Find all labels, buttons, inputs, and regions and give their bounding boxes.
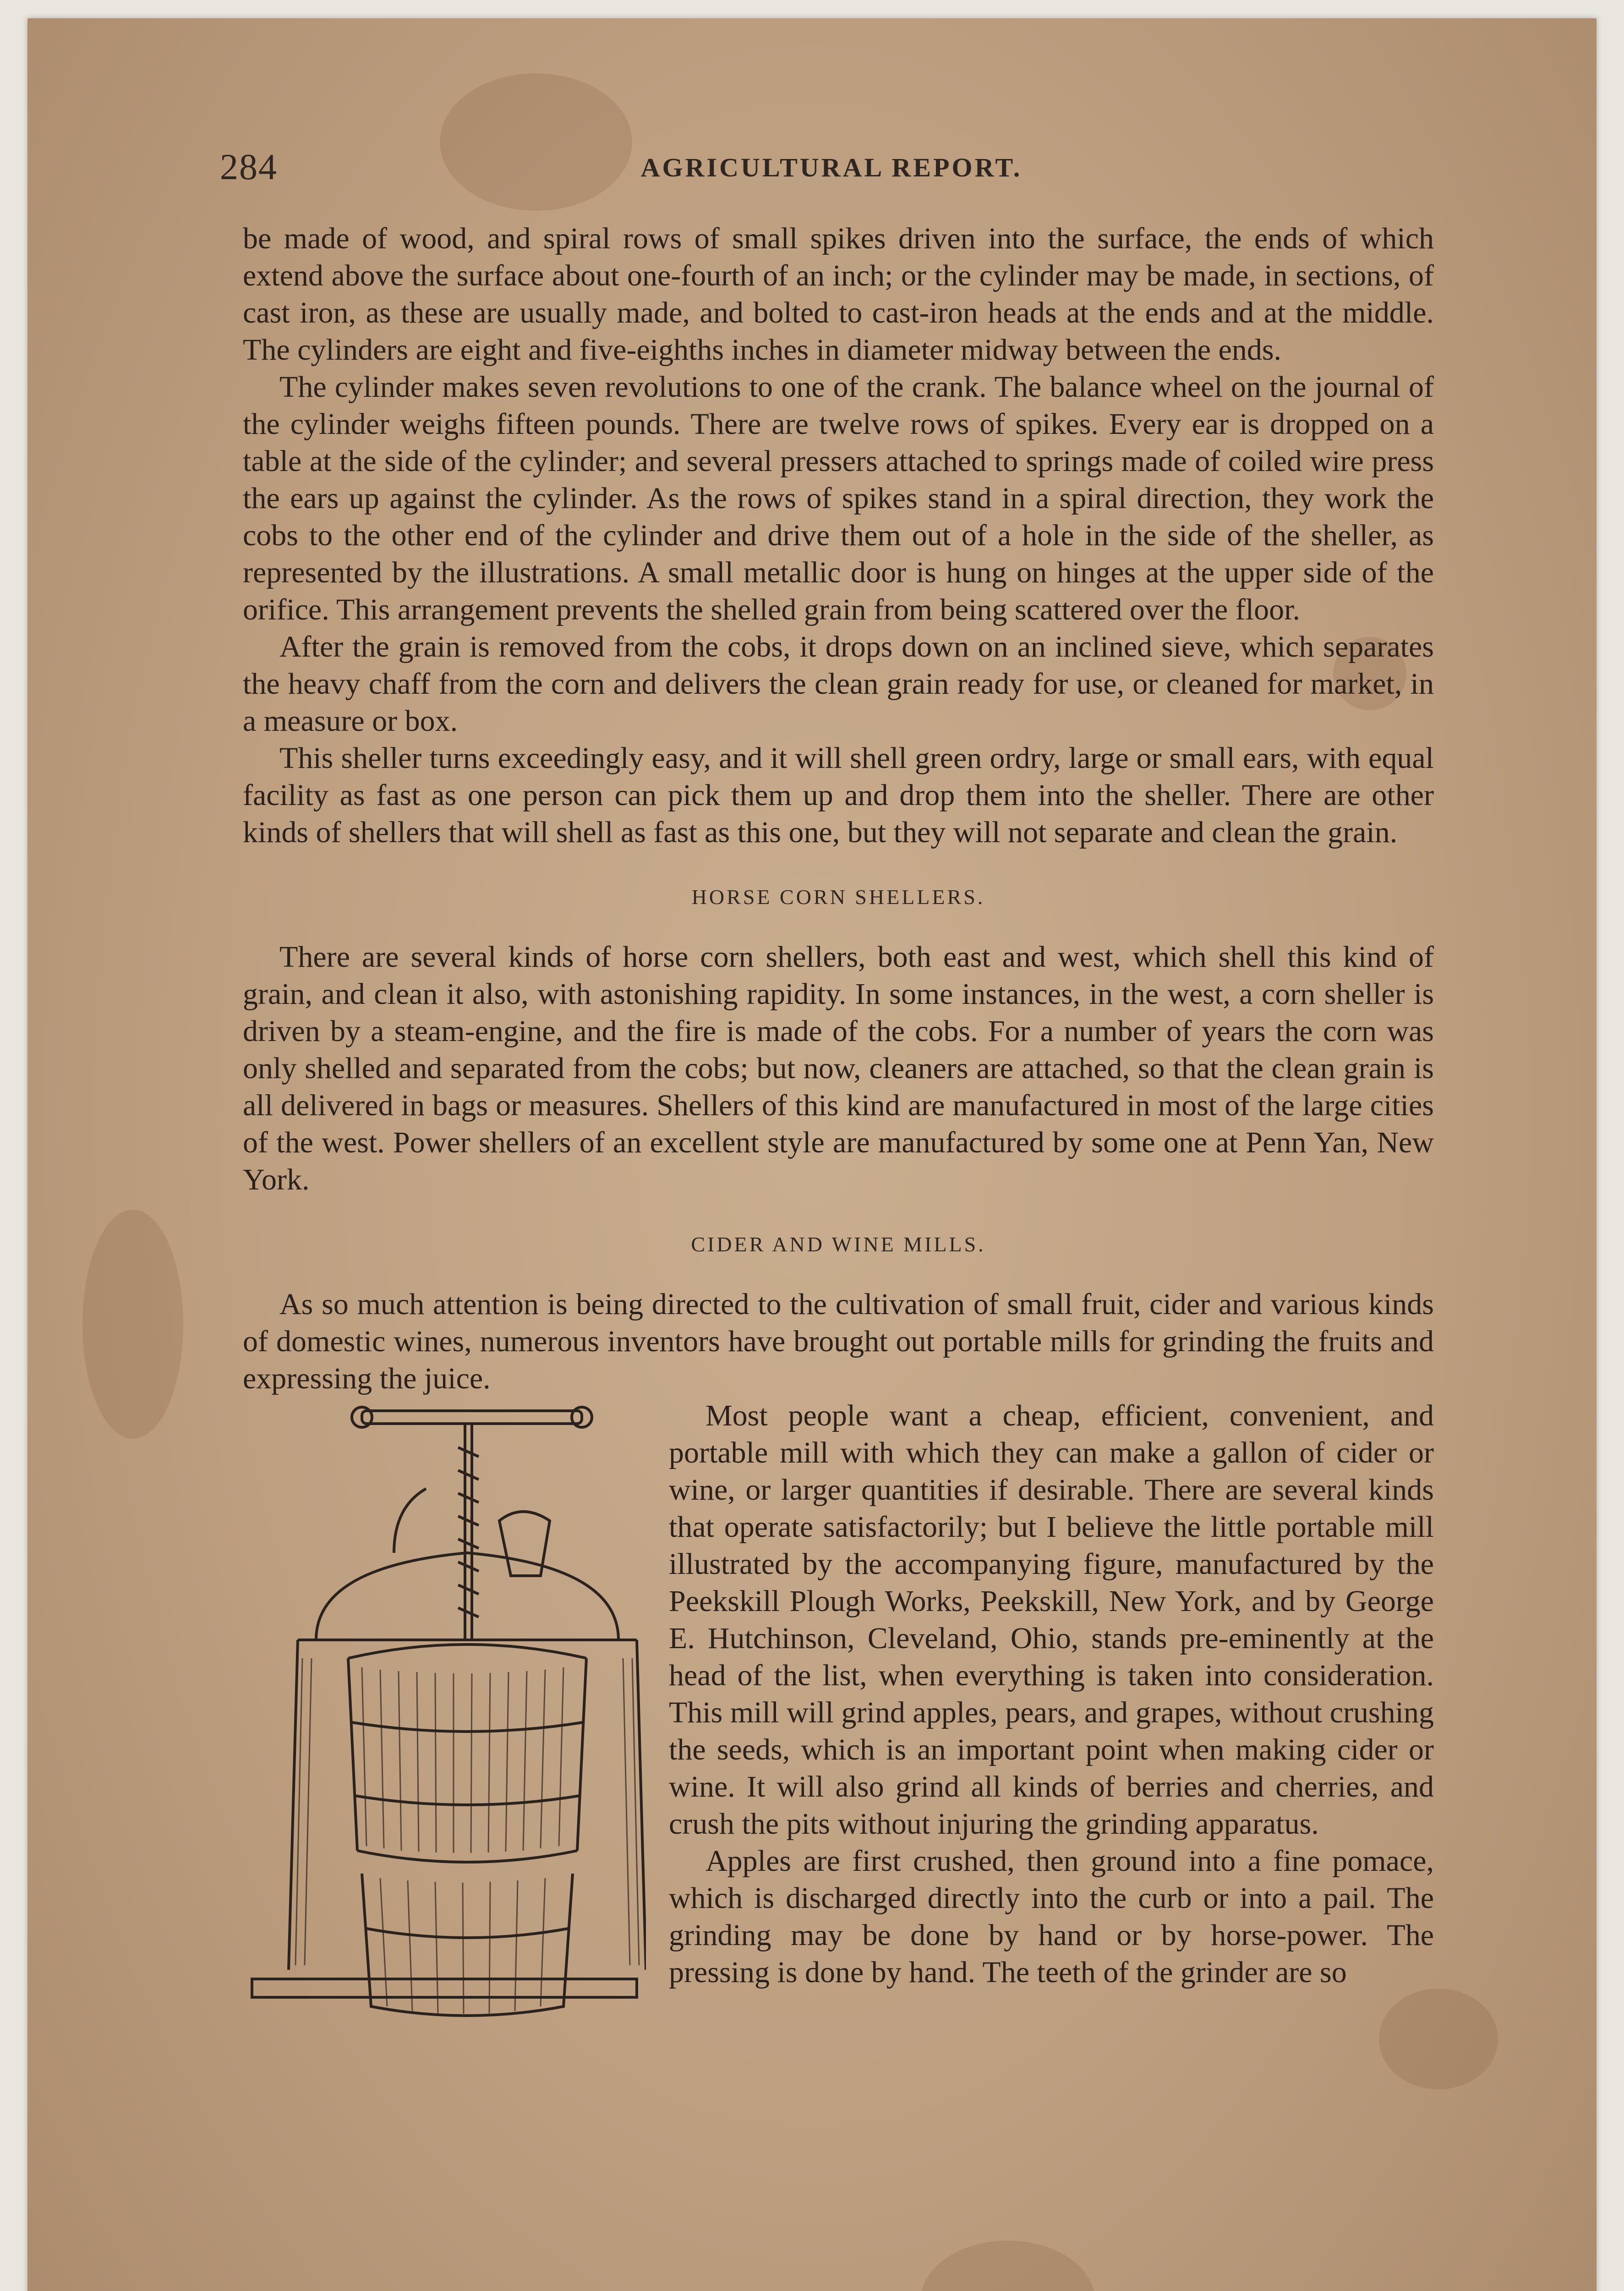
running-title: AGRICULTURAL REPORT. bbox=[640, 153, 1023, 182]
page-header bbox=[220, 147, 1443, 202]
paragraph: Most people want a cheap, efficient, convenient, and portable mill with which they can make a gallon of cider or wine, or larger quantities if desirable. There are several kinds that operate satisfactorily; but I believe the little portable mill illustrated by the accompanying figure, manufactured by the Peekskill Plough Works, Peekskill, New York, and by George E. Hutchinson, Cleveland, Ohio, stands pre-eminently at the head of the list, when everything is taken into consideration. This mill will grind apples, pears, and grapes, without crushing the seeds, which is an important point when making cider or wine. It will also grind all kinds of berries and cherries, and crush the pits without injuring the grinding apparatus. bbox=[669, 1399, 1434, 1841]
paragraph: There are several kinds of horse corn shellers, both east and west, which shell this kind of grain, and clean it also, with astonishing rapidity. In some instances, in the west, a corn sheller is driven by a steam-engine, and the fire is made of the cobs. For a number of years the corn was only shelled and separated from the cobs; but now, cleaners are attached, so that the clean grain is all delivered in bags or measures. Shellers of this kind are manufactured in most of the large cities of the west. Power shellers of an excellent style are manufactured by some one at Penn Yan, New York. bbox=[243, 940, 1434, 1196]
paragraph: As so much attention is being directed to the cultivation of small fruit, cider and various kinds of domestic wines, numerous inventors have brought out portable mills for grinding the fruits and expressing the juice. bbox=[243, 1288, 1434, 1395]
paragraph: Apples are first crushed, then ground into a fine pomace, which is discharged directly into the curb or into a pail. The grinding may be done by hand or by horse-power. The pressing is done by hand. The teeth of the grinder are so bbox=[669, 1844, 1434, 1989]
paragraph: be made of wood, and spiral rows of small spikes driven into the surface, the ends of which extend above the surface about one-fourth of an inch; or the cylinder may be made, in sections, of cast iron, as these are usually made, and bolted to cast-iron heads at the ends and at the middle. The cylinders are eight and five-eighths inches in diameter midway between the ends. bbox=[243, 222, 1434, 367]
page-sheet bbox=[27, 18, 1597, 2291]
section-heading: CIDER AND WINE MILLS. bbox=[691, 1233, 986, 1256]
paragraph: This sheller turns exceedingly easy, and it will shell green ordry, large or small ears, with equal facility as fast as one person can pick them up and drop them into the sheller. There are other kinds of shellers that will shell as fast as this one, but they will not separate and clean the grain. bbox=[243, 741, 1434, 849]
section-heading: HORSE CORN SHELLERS. bbox=[691, 885, 985, 909]
paper-stain bbox=[82, 1210, 183, 1439]
paper-stain bbox=[921, 2241, 1095, 2291]
paragraph: After the grain is removed from the cobs, it drops down on an inclined sieve, which separates the heavy chaff from the corn and delivers the clean grain ready for use, or cleaned for market, in a measure or box. bbox=[243, 630, 1434, 738]
body-text bbox=[243, 220, 1434, 2034]
cider-mill-illustration bbox=[243, 1402, 646, 2034]
cider-mill-engraving-icon bbox=[243, 1402, 646, 2034]
page-number: 284 bbox=[220, 147, 278, 187]
paragraph: The cylinder makes seven revolutions to one of the crank. The balance wheel on the journal of the cylinder weighs fifteen pounds. There are twelve rows of spikes. Every ear is dropped on a table at the side of the cylinder; and several pressers attached to springs made of coiled wire press the ears up against the cylinder. As the rows of spikes stand in a spiral direction, they work the cobs to the other end of the cylinder and drive them out of a hole in the side of the sheller, as represented by the illustrations. A small metallic door is hung on hinges at the upper side of the orifice. This arrangement prevents the shelled grain from being scattered over the floor. bbox=[243, 370, 1434, 626]
